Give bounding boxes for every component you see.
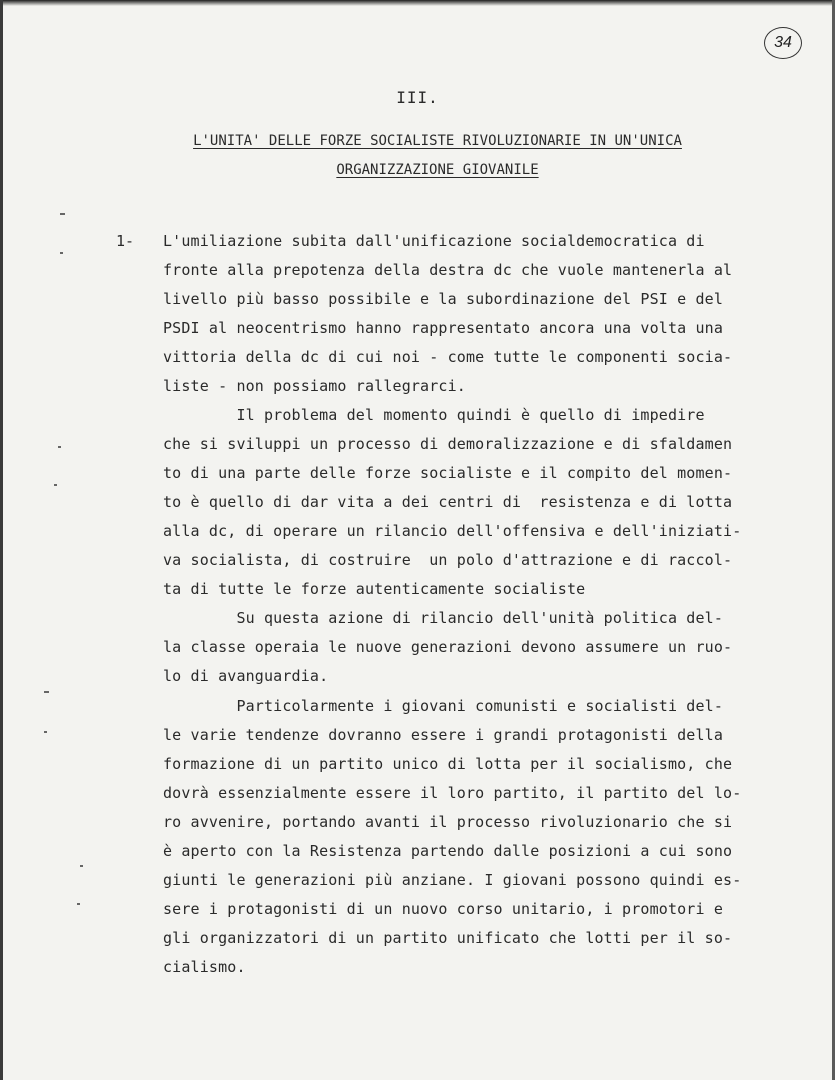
paragraph-number: 1- — [116, 232, 135, 250]
body-line: cialismo. — [163, 958, 246, 976]
page-number: 34 — [764, 27, 802, 59]
body-line: gli organizzatori di un partito unificato che lotti per il so- — [163, 929, 733, 947]
scan-edge-top — [0, 0, 835, 6]
body-line: ta di tutte le forze autenticamente socialiste — [163, 580, 586, 598]
body-line: to di una parte delle forze socialiste e il compito del momen- — [163, 464, 733, 482]
body-line: PSDI al neocentrismo hanno rappresentato ancora una volta una — [163, 319, 724, 337]
section-number: III. — [396, 88, 439, 107]
margin-mark — [60, 213, 65, 215]
margin-mark — [77, 903, 80, 905]
body-line: Il problema del momento quindi è quello di impedire — [163, 406, 705, 424]
body-line: dovrà essenzialmente essere il loro partito, il partito del lo- — [163, 784, 742, 802]
body-line: la classe operaia le nuove generazioni devono assumere un ruo- — [163, 638, 733, 656]
body-line: va socialista, di costruire un polo d'attrazione e di raccol- — [163, 551, 733, 569]
body-line: formazione di un partito unico di lotta per il socialismo, che — [163, 755, 733, 773]
body-line: L'umiliazione subita dall'unificazione socialdemocratica di — [163, 232, 705, 250]
margin-mark — [80, 865, 83, 867]
body-line: che si sviluppi un processo di demoralizzazione e di sfaldamen — [163, 435, 733, 453]
margin-mark — [58, 446, 61, 448]
margin-mark — [60, 252, 63, 254]
body-line: giunti le generazioni più anziane. I giovani possono quindi es- — [163, 871, 742, 889]
title-line-1: L'UNITA' DELLE FORZE SOCIALISTE RIVOLUZIONARIE IN UN'UNICA — [193, 133, 682, 149]
body-line: lo di avanguardia. — [163, 667, 329, 685]
body-line: fronte alla prepotenza della destra dc che vuole mantenerla al — [163, 261, 733, 279]
title-line-2: ORGANIZZAZIONE GIOVANILE — [336, 162, 539, 178]
body-line: Su questa azione di rilancio dell'unità politica del- — [163, 609, 724, 627]
body-line: to è quello di dar vita a dei centri di resistenza e di lotta — [163, 493, 733, 511]
body-line: liste - non possiamo rallegrarci. — [163, 377, 466, 395]
margin-mark — [44, 731, 47, 733]
margin-mark — [44, 691, 49, 693]
body-line: vittoria della dc di cui noi - come tutte le componenti socia- — [163, 348, 733, 366]
body-line: ro avvenire, portando avanti il processo rivoluzionario che si — [163, 813, 733, 831]
body-line: livello più basso possibile e la subordinazione del PSI e del — [163, 290, 724, 308]
body-line: è aperto con la Resistenza partendo dalle posizioni a cui sono — [163, 842, 733, 860]
body-line: le varie tendenze dovranno essere i grandi protagonisti della — [163, 726, 724, 744]
body-line: alla dc, di operare un rilancio dell'offensiva e dell'iniziati- — [163, 522, 742, 540]
body-line: Particolarmente i giovani comunisti e socialisti del- — [163, 697, 724, 715]
body-line: sere i protagonisti di un nuovo corso unitario, i promotori e — [163, 900, 724, 918]
margin-mark — [54, 484, 57, 486]
